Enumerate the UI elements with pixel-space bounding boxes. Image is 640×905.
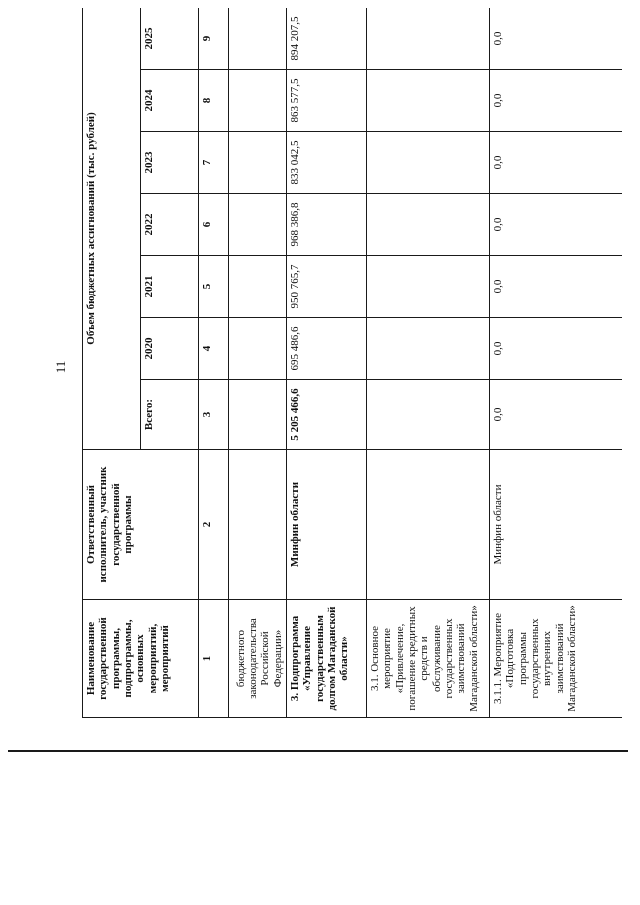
header-row-group xyxy=(83,8,141,718)
header-responsible: Ответственный исполнитель, участник государственной программы xyxy=(83,450,199,600)
column-number: 8 xyxy=(199,70,229,132)
row-value: 894 207,5 xyxy=(287,8,367,70)
row-name: 3. Подпрограмма «Управление государственным долгом Магаданской области» xyxy=(287,600,367,718)
header-year-2020: 2020 xyxy=(141,318,199,380)
table-row xyxy=(367,8,490,718)
rotated-table-area xyxy=(82,8,622,718)
row-value xyxy=(367,194,490,256)
row-name: 3.1.1. Мероприятие «Подготовка программы государственных внутренних заимствований Магаданской области» xyxy=(490,600,623,718)
row-name: 3.1. Основное мероприятие «Привлечение, погашение кредитных средств и обслуживание государственных заимствований Магаданской области» xyxy=(367,600,490,718)
row-value: 0,0 xyxy=(490,8,623,70)
header-year-2023: 2023 xyxy=(141,132,199,194)
header-total: Всего: xyxy=(141,380,199,450)
row-responsible: Минфин области xyxy=(287,450,367,600)
row-name: бюджетного законодательства Российской Федерации» xyxy=(229,600,287,718)
row-responsible xyxy=(367,450,490,600)
rotated-table-frame xyxy=(82,8,622,718)
table-row xyxy=(490,8,623,718)
row-value: 695 486,6 xyxy=(287,318,367,380)
row-total: 0,0 xyxy=(490,380,623,450)
table-row xyxy=(229,8,287,718)
row-total: 5 205 466,6 xyxy=(287,380,367,450)
row-value xyxy=(229,132,287,194)
row-value: 833 042,5 xyxy=(287,132,367,194)
column-number: 9 xyxy=(199,8,229,70)
row-value: 0,0 xyxy=(490,70,623,132)
row-value: 950 765,7 xyxy=(287,256,367,318)
footer-rule xyxy=(8,750,628,752)
row-value xyxy=(229,70,287,132)
row-total xyxy=(367,380,490,450)
header-program-name: Наименование государственной программы, подпрограммы, основных мероприятий, мероприятий xyxy=(83,600,199,718)
row-value xyxy=(367,8,490,70)
row-value xyxy=(367,70,490,132)
row-responsible: Минфин области xyxy=(490,450,623,600)
column-number: 4 xyxy=(199,318,229,380)
row-value: 0,0 xyxy=(490,194,623,256)
row-value xyxy=(367,256,490,318)
row-value: 0,0 xyxy=(490,256,623,318)
row-value xyxy=(229,8,287,70)
header-year-2021: 2021 xyxy=(141,256,199,318)
column-number: 2 xyxy=(199,450,229,600)
row-value xyxy=(367,318,490,380)
column-number: 6 xyxy=(199,194,229,256)
column-number: 3 xyxy=(199,380,229,450)
column-number: 5 xyxy=(199,256,229,318)
header-year-2024: 2024 xyxy=(141,70,199,132)
row-value: 968 386,8 xyxy=(287,194,367,256)
row-value xyxy=(229,256,287,318)
header-year-2025: 2025 xyxy=(141,8,199,70)
column-number: 1 xyxy=(199,600,229,718)
header-year-2022: 2022 xyxy=(141,194,199,256)
row-value: 0,0 xyxy=(490,318,623,380)
table-row xyxy=(287,8,367,718)
row-value xyxy=(229,194,287,256)
header-budget-volume: Объем бюджетных ассигнований (тыс. рублей) xyxy=(83,8,141,450)
page-number: 11 xyxy=(53,360,68,374)
row-value: 863 577,5 xyxy=(287,70,367,132)
row-value xyxy=(229,318,287,380)
budget-allocation-table xyxy=(82,8,622,718)
column-number-row xyxy=(199,8,229,718)
row-value: 0,0 xyxy=(490,132,623,194)
row-responsible xyxy=(229,450,287,600)
column-number: 7 xyxy=(199,132,229,194)
row-value xyxy=(367,132,490,194)
row-total xyxy=(229,380,287,450)
